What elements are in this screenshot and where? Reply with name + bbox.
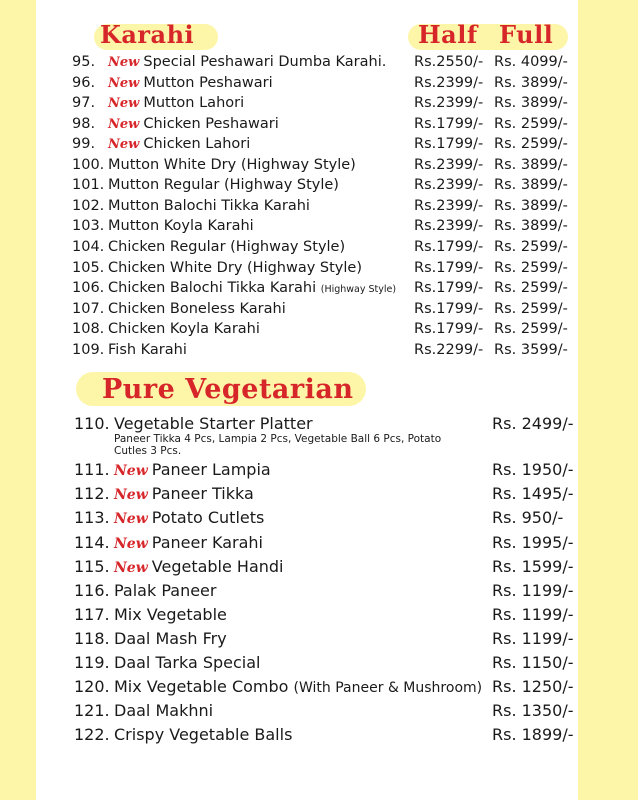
new-badge: New [114,511,148,527]
item-number: 97. [72,95,96,112]
item-name [114,652,261,674]
item-number: 101. [72,177,105,194]
item-name [108,134,250,155]
item-title: Paneer Lampia [151,460,271,479]
full-price: Rs. 3899/- [494,177,568,194]
new-badge: New [114,560,148,576]
full-price: Rs. 4099/- [494,54,568,70]
item-number: 109. [72,341,105,358]
full-label: Full [499,20,554,49]
item-title: Chicken Peshawari [143,115,279,132]
menu-page [36,0,578,800]
item-number: 121. [74,701,110,720]
karahi-title: Karahi [100,20,195,49]
veg-title: Pure Vegetarian [102,374,354,405]
item-title: Mix Vegetable [114,605,227,624]
full-price: Rs. 3899/- [494,197,568,214]
item-price: Rs. 1350/- [492,701,574,720]
item-name [108,114,279,135]
item-name [108,340,187,360]
item-name [108,216,254,236]
item-number: 106. [72,280,105,297]
item-title: Chicken Koyla Karahi [108,321,260,338]
item-number: 110. [74,414,110,433]
item-name [108,73,273,94]
item-price: Rs. 1899/- [492,725,574,744]
half-price: Rs.2550/- [414,54,484,70]
item-title: Daal Tarka Special [114,653,261,672]
half-price: Rs.2399/- [414,74,484,91]
new-badge: New [114,463,148,479]
full-price: Rs. 2599/- [494,115,568,132]
item-number: 103. [72,218,105,235]
new-badge: New [114,536,148,552]
item-name [108,175,339,195]
full-price: Rs. 3899/- [494,74,568,91]
item-number: 118. [74,629,110,648]
half-price: Rs.2399/- [414,197,484,214]
item-number: 115. [74,557,110,576]
half-price: Rs.1799/- [414,238,484,255]
full-price: Rs. 2599/- [494,136,568,153]
item-name [114,483,254,506]
item-number: 117. [74,605,110,624]
item-name [108,319,260,339]
half-price: Rs.2399/- [414,156,484,173]
item-number: 98. [72,115,96,132]
item-price: Rs. 950/- [492,508,564,527]
item-number: 120. [74,677,110,696]
new-badge: New [108,75,140,91]
item-title: Daal Makhni [114,701,214,720]
item-title: Vegetable Handi [151,557,284,576]
half-price: Rs.1799/- [414,136,484,153]
item-number: 99. [72,136,96,153]
item-title: Chicken Balochi Tikka Karahi [108,280,317,297]
item-name [108,52,386,73]
item-title: Mutton Peshawari [143,74,273,91]
item-title: Chicken Regular (Highway Style) [108,238,346,255]
item-number: 116. [74,581,110,600]
item-number: 102. [72,197,105,214]
full-price: Rs. 3899/- [494,218,568,235]
item-title: Chicken Lahori [143,136,251,153]
item-number: 111. [74,460,110,479]
item-price: Rs. 2499/- [492,414,574,433]
item-title: Daal Mash Fry [114,629,227,648]
new-badge: New [108,96,140,112]
full-price: Rs. 2599/- [494,321,568,338]
item-name [108,258,362,278]
item-name [108,278,396,300]
item-title: Special Peshawari Dumba Karahi. [143,54,387,70]
item-number: 112. [74,484,110,503]
new-badge: New [114,487,148,503]
item-title: Chicken White Dry (Highway Style) [108,259,362,276]
item-number: 105. [72,259,105,276]
new-badge: New [108,55,140,70]
full-price: Rs. 2599/- [494,280,568,297]
item-name [108,93,244,114]
item-name [108,196,310,216]
full-price: Rs. 3899/- [494,156,568,173]
item-title: Mutton Koyla Karahi [108,218,254,235]
item-name [114,628,227,650]
item-title: Mutton White Dry (Highway Style) [108,156,356,173]
item-description: Paneer Tikka 4 Pcs, Lampia 2 Pcs, Vegetable Ball 6 Pcs, Potato Cutles 3 Pcs. [114,433,442,457]
item-number: 114. [74,533,110,552]
item-number: 119. [74,653,110,672]
item-price: Rs. 1150/- [492,653,574,672]
half-price: Rs.2399/- [414,218,484,235]
item-name [108,155,356,175]
item-title: Potato Cutlets [151,508,265,527]
half-price: Rs.2399/- [414,177,484,194]
item-number: 96. [72,74,96,91]
item-title: Mutton Lahori [143,95,245,112]
item-price: Rs. 1199/- [492,629,574,648]
item-number: 95. [72,54,96,70]
half-price: Rs.1799/- [414,321,484,338]
item-price: Rs. 1199/- [492,581,574,600]
item-note: (Highway Style) [320,284,397,296]
item-title: Paneer Karahi [151,533,263,552]
item-name [114,580,216,602]
new-badge: New [108,116,140,132]
item-title: Mutton Regular (Highway Style) [108,177,339,194]
item-number: 104. [72,238,105,255]
item-price: Rs. 1495/- [492,484,574,503]
half-price: Rs.2299/- [414,341,484,358]
item-number: 107. [72,300,105,317]
full-price: Rs. 2599/- [494,238,568,255]
item-title: Crispy Vegetable Balls [114,725,293,744]
half-price: Rs.2399/- [414,95,484,112]
half-price: Rs.1799/- [414,280,484,297]
item-price: Rs. 1199/- [492,605,574,624]
full-price: Rs. 3599/- [494,341,568,358]
half-price: Rs.1799/- [414,115,484,132]
item-name [114,724,292,746]
item-number: 113. [74,508,110,527]
full-price: Rs. 2599/- [494,300,568,317]
new-badge: New [108,137,140,153]
item-title: Mix Vegetable Combo [114,677,289,696]
item-name [114,459,271,482]
item-price: Rs. 1250/- [492,677,574,696]
half-price: Rs.1799/- [414,300,484,317]
item-name [114,676,482,699]
item-title: Fish Karahi [108,341,187,358]
item-name [114,556,284,579]
item-name [114,532,263,555]
item-number: 122. [74,725,110,744]
item-name [114,507,264,530]
item-title: Palak Paneer [114,581,217,600]
item-name [108,237,345,257]
item-title: Vegetable Starter Platter [114,414,313,433]
half-label: Half [418,20,478,49]
half-price: Rs.1799/- [414,259,484,276]
item-title: Chicken Boneless Karahi [108,300,286,317]
full-price: Rs. 2599/- [494,259,568,276]
item-number: 100. [72,156,105,173]
item-name [114,604,227,626]
item-name [108,299,286,319]
item-name [114,413,313,435]
item-number: 108. [72,321,105,338]
full-price: Rs. 3899/- [494,95,568,112]
item-price: Rs. 1599/- [492,557,574,576]
item-subtitle: (With Paneer & Mushroom) [293,680,483,696]
item-price: Rs. 1950/- [492,460,574,479]
item-name [114,700,213,722]
item-price: Rs. 1995/- [492,533,574,552]
item-title: Mutton Balochi Tikka Karahi [108,197,310,214]
item-title: Paneer Tikka [151,484,254,503]
